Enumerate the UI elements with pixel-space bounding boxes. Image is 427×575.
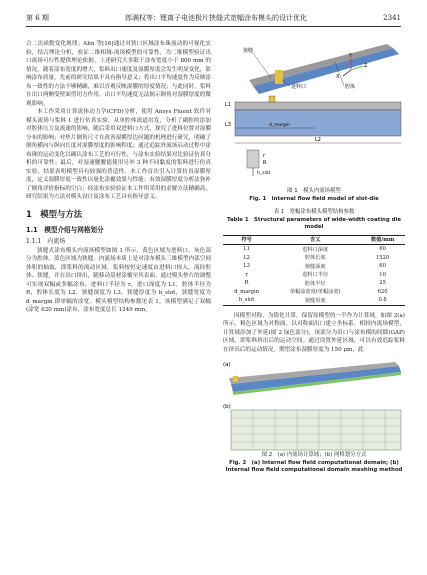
table-1-caption-en bbox=[223, 217, 405, 232]
subsubsection-heading: 1.1.1 内流场 bbox=[26, 237, 66, 245]
right-column bbox=[223, 40, 405, 475]
figure-2-diagram bbox=[223, 358, 405, 452]
slot-leader bbox=[253, 53, 271, 78]
table-cell: 620 bbox=[377, 288, 388, 295]
section-heading: 1 模型与方法 bbox=[26, 208, 83, 219]
page-number: 2341 bbox=[383, 14, 401, 22]
dim-l2-label: L2 bbox=[315, 137, 321, 143]
inlet-region bbox=[275, 70, 283, 84]
table-cell: L3 bbox=[243, 263, 250, 270]
dim-hslot-label: h_slot bbox=[257, 171, 271, 176]
table-cell: 10 bbox=[379, 271, 386, 278]
domain-inlet bbox=[233, 376, 238, 382]
table-cell: L2 bbox=[243, 254, 250, 261]
figure-2 bbox=[223, 358, 405, 452]
table-cell: h_slot bbox=[238, 297, 255, 304]
panel-b-label: (b) bbox=[223, 404, 231, 410]
front-inlet bbox=[269, 96, 275, 102]
table-cell: 腔体长度 bbox=[304, 255, 326, 262]
table-row bbox=[223, 279, 405, 288]
axis-x-label: X bbox=[336, 74, 340, 80]
figure-2-caption-en-text: Fig. 2 (a) Internal flow field computational domain; (b) Internal flow field computational domain meshing method bbox=[225, 459, 403, 473]
running-title: 郎满权等：锂离子电池极片挟缝式宽幅涂布模头的设计优化 bbox=[125, 14, 308, 22]
table-cell: 狭缝厚度 bbox=[304, 297, 326, 304]
table-cell: 进料口半径 bbox=[302, 272, 329, 279]
table-cell: r bbox=[245, 271, 248, 278]
table-cell: 25 bbox=[379, 280, 386, 287]
table-row bbox=[223, 288, 405, 297]
table-cell: 狭缝深度 bbox=[304, 263, 326, 270]
paragraph-symmetry: 因模型对称，为简化计算，保留原模型的一半作为计算域，如图 2(a)所示，粗色区域为对称面，以对称面出口建立坐标系。相较内流场模型，计算域添加了外延(图 2 绿色部分)，该部分为出口与涂布模的间隙(GAP)区域，即浆料挤出后的运动空间。通过设置外延区域，可以有效追踪浆料在挤出后的运动情况，期望涂布湿膜厚度为 150 μm，此 bbox=[223, 312, 405, 353]
axis-z-label: Z bbox=[364, 63, 368, 69]
figure-1-caption-en-text: Fig. 1 Internal flow field model of slot-die bbox=[249, 195, 379, 202]
table-cell: 0.8 bbox=[378, 297, 387, 304]
table-1-caption-cn: 表 1 宽幅涂布模头模型结构参数 bbox=[273, 209, 355, 215]
table-cell: 1520 bbox=[376, 254, 390, 261]
figure-1-diagram bbox=[223, 40, 405, 188]
dim-r-label: r bbox=[263, 153, 266, 159]
dim-l1-label: L1 bbox=[225, 102, 231, 108]
structural-parameters-table bbox=[223, 235, 405, 306]
table-cell: L1 bbox=[243, 246, 250, 253]
left-column bbox=[26, 40, 211, 315]
dim-l3-label: L3 bbox=[225, 122, 231, 128]
column-header: 数值/mm bbox=[370, 237, 395, 244]
table-cell: 腔体半径 bbox=[304, 280, 326, 287]
column-header: 符号 bbox=[241, 237, 252, 244]
side-profile bbox=[247, 150, 259, 168]
table-cell: R bbox=[244, 280, 249, 287]
slot-region bbox=[253, 48, 399, 94]
paragraph-method: 本工作采用计算流体动力学(CFD)分析，使用 Ansys Fluent 软件对模头流场与浆料 1 进行仿真实验。从单腔体流道出发，分析了副腔的添加对腔体压力及流速的影响，随后采用双进料口方式，探究了进料位置对湿膜分布的影响；对垫片倒角尺寸在改善湿膜厚边问题的机理进行研究，明确了倒角横向与纵向长度对湿膜厚度的影响程度；通过追踪外流场启动过程中涂布珠的运动变化以确认涂布工艺的可行性，与涂布实验结果对比验证仿真分析的可靠性；最后，对湿速腰腰德使用另外 3 种不同黏度的浆料进行仿真实验，结果表明模型具有较强的普适性。本工作首次引入计算仿真湿膜厚度，定义湿膜厚度一致性以量化涂覆效果与性能；有效湿膜厚度分析法弥补了倒角评价指标的空白；经涂布实验验证本工作所采用的求解方法精确高，研究结果为方法对模头设计及涂布工艺具有指导意义。 bbox=[26, 109, 211, 200]
table-cell: 进料口深度 bbox=[302, 246, 329, 253]
dim-R-label: R bbox=[263, 160, 267, 166]
table-row bbox=[223, 254, 405, 263]
figure-2-caption-cn: 图 2 (a) 内流场计算域；(b) 网格划分方式 bbox=[261, 452, 367, 458]
table-row bbox=[223, 245, 405, 254]
header-rule bbox=[26, 26, 401, 27]
figure-1-caption-cn: 图 1 模头内流场模型 bbox=[287, 188, 341, 194]
table-row bbox=[223, 296, 405, 305]
figure-1-caption-en bbox=[223, 196, 405, 204]
table-row bbox=[223, 262, 405, 271]
figure-1 bbox=[223, 40, 405, 188]
table-cell: d_margin bbox=[234, 288, 259, 295]
table-header-row bbox=[223, 235, 405, 245]
running-header bbox=[26, 12, 401, 24]
panel-a-label: (a) bbox=[223, 362, 231, 368]
dim-dmargin-label: d_margin bbox=[269, 123, 290, 128]
inlet-label: 进料口 bbox=[291, 84, 307, 90]
table-row bbox=[223, 271, 405, 280]
cavity-region bbox=[249, 44, 393, 86]
slot-label: 狭缝 bbox=[243, 48, 254, 54]
front-slot bbox=[235, 110, 401, 136]
table-cell: 60 bbox=[379, 263, 386, 270]
front-cavity bbox=[235, 102, 401, 110]
figure-2-caption-en bbox=[223, 460, 405, 475]
subsection-heading: 1.1 模型介绍与网格划分 bbox=[26, 225, 104, 234]
table-1-caption-en-text: Table 1 Structural parameters of wide-width coating die model bbox=[226, 216, 401, 230]
axis-y-label: Y bbox=[349, 53, 353, 59]
paragraph-intro: 合二次函数变化规律；Ahn 等[16]通过对狭口区域涂布珠流动的可视化实验，结合理论分析，验证二维相域-流场模型的可靠性，为二维模型验证出口流场可行性提供理论依据。上述研究大多限于涂布宽度小于 800 mm 的情况，随着涂布宽度的增大，浆料出口速度及湿膜厚度会发生明显变化，影响涂布质量。先前的研究结果不具有指导意义；将出口平均速度作为反映涂布一致性的方法不够精确，难以直观反映湿膜的厚度情况；与此同时，浆料在出口两侧受壁面剪切力作用，出口平均速度无法揭示倒角对湿膜厚度的微观影响。 bbox=[26, 41, 211, 107]
axis-x-line bbox=[343, 70, 351, 76]
table-cell: 单幅涂宽度(单幅涂宽) bbox=[289, 289, 341, 296]
table-cell: 60 bbox=[379, 246, 386, 253]
column-header: 含义 bbox=[310, 237, 321, 244]
issue-number: 第 6 期 bbox=[26, 14, 49, 22]
paragraph-flowfield: 狭缝式涂布模头内流场模型如图 1 所示，黄色区域为进料口，灰色部分为腔体，蓝色区域为狭缝。内流场本质上是对涂布模头三维模型内部空间体积的抽取，即浆料的流动区域。浆料按恒定速度由进料口掠入，流经腔体、狭缝，并在出口挤出，随移动基材涂覆至其表面。通过模头垫片的调整可实现双幅或多幅涂布，进料口半径为 r，进口深度为 L1，腔体半径为 R，腔体长度为 L2，狭缝深度为 L3，狭缝厚度为 h_slot，狭缝宽度为 d_margin 即单幅的涂宽。模头模型结构参数见表 1，该模型满足了双幅(涂宽 620 mm)涂布，涂布宽度总长 1240 mm。 bbox=[26, 247, 211, 313]
mesh-panel bbox=[231, 410, 401, 450]
cavity-label: 腔体 bbox=[345, 84, 356, 90]
